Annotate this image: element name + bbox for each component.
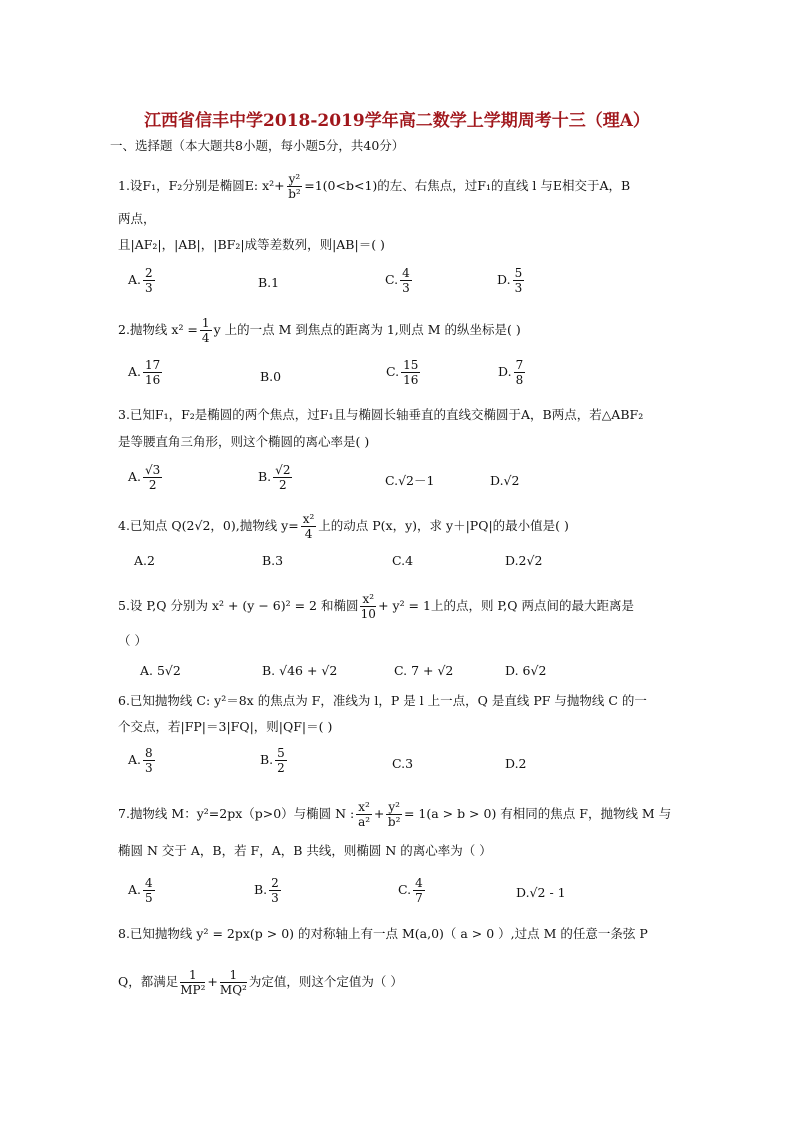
question-6-line-1: 6.已知抛物线 C: y²＝8x 的焦点为 F，准线为 l，P 是 l 上一点，Q 是直线 PF 与抛物线 C 的一 — [118, 693, 647, 708]
question-5-line-1: 5.设 P,Q 分别为 x² + (y − 6)² = 2 和椭圆 $\frac{\text{x²}}{10}$ + y² = 1上的点，则 P,Q 两点间的最大距离是 — [118, 592, 635, 621]
question-1-line-3: 且|AF₂|，|AB|，|BF₂|成等差数列，则|AB|＝( ) — [118, 237, 385, 252]
question-4: 4.已知点 Q(2√2，0),抛物线 y= $\frac{\text{x²}}{4}$ 上的动点 P(x，y)，求 y＋|PQ|的最小值是( ) — [118, 512, 569, 541]
option-a: A. 5√2 — [140, 663, 181, 678]
question-8-line-1: 8.已知抛物线 y² = 2px(p > 0) 的对称轴上有一点 M(a,0)（ a > 0 ）,过点 M 的任意一条弦 P — [118, 926, 648, 941]
option-b: B.1 — [258, 275, 280, 290]
option-d: D. $\frac{5}{3}$ — [497, 266, 523, 295]
option-c: C.√2－1 — [385, 473, 435, 488]
fraction: $\frac{\text{x²}}{4}$ — [302, 512, 315, 541]
option-d: D. 6√2 — [505, 663, 547, 678]
fraction: $\frac{1}{4}$ — [201, 316, 210, 345]
option-a: A.2 — [134, 553, 155, 568]
question-7-line-1: 7.抛物线 M：y²=2px（p>0）与椭圆 N : $\frac{\text{x²}}{\text{a²}}$ + $\frac{\text{y²}}{\text{b²}}$ = 1(a > b > 0) 有相同的焦点 F，抛物线 M 与 — [118, 800, 672, 829]
option-a: A. $\frac{8}{3}$ — [128, 746, 153, 775]
question-5-line-2: （ ） — [118, 633, 147, 648]
option-b: B. $\frac{5}{2}$ — [260, 746, 285, 775]
question-1-line-1: 1.设F₁，F₂分别是椭圆E: x²+ $\frac{\text{y²}}{\text{b²}}$ =1(0<b<1)的左、右焦点，过F₁的直线 l 与E相交于A，B — [118, 172, 631, 201]
option-b: B. $\frac{2}{3}$ — [254, 876, 279, 905]
question-1-line-2: 两点， — [118, 211, 156, 226]
option-c: C.3 — [392, 756, 414, 771]
option-a: A. $\frac{4}{5}$ — [128, 876, 153, 905]
option-a: A. $\frac{17}{16}$ — [128, 358, 161, 387]
question-8-line-2: Q，都满足 $\frac{1}{\text{MP²}}$ + $\frac{1}{\text{MQ²}}$ 为定值，则这个定值为（ ） — [118, 968, 403, 997]
option-c: C. $\frac{4}{3}$ — [385, 266, 410, 295]
question-7-line-2: 椭圆 N 交于 A，B，若 F，A，B 共线，则椭圆 N 的离心率为（ ） — [118, 843, 492, 858]
fraction: $\frac{\text{y²}}{\text{b²}}$ — [288, 172, 301, 201]
option-d: D. $\frac{7}{8}$ — [498, 358, 524, 387]
fraction: $\frac{1}{\text{MP²}}$ — [180, 968, 206, 997]
option-b: B. $\frac{√2}{2}$ — [258, 463, 291, 492]
option-d: D.2 — [505, 756, 527, 771]
option-c: C. $\frac{15}{16}$ — [386, 358, 419, 387]
option-b: B.0 — [260, 369, 282, 384]
fraction: $\frac{\text{y²}}{\text{b²}}$ — [387, 800, 401, 829]
question-6-line-2: 个交点，若|FP|＝3|FQ|，则|QF|＝( ) — [118, 719, 333, 734]
fraction: $\frac{\text{x²}}{\text{a²}}$ — [358, 800, 371, 829]
option-b: B. √46 + √2 — [262, 663, 338, 678]
option-a: A. $\frac{√3}{2}$ — [128, 463, 161, 492]
option-d: D.2√2 — [505, 553, 543, 568]
option-d: D.√2 — [490, 473, 520, 488]
option-d: D.√2 - 1 — [516, 885, 566, 900]
option-c: C. $\frac{4}{7}$ — [398, 876, 423, 905]
question-3-line-1: 3.已知F₁，F₂是椭圆的两个焦点，过F₁且与椭圆长轴垂直的直线交椭圆于A，B两点，若△ABF₂ — [118, 407, 644, 422]
exam-title: 江西省信丰中学2018-2019学年高二数学上学期周考十三（理A） — [144, 111, 650, 131]
question-3-line-2: 是等腰直角三角形，则这个椭圆的离心率是( ) — [118, 434, 370, 449]
fraction: $\frac{\text{x²}}{10}$ — [360, 592, 376, 621]
question-2: 2.抛物线 x² = $\frac{1}{4}$ y 上的一点 M 到焦点的距离为 1,则点 M 的纵坐标是( ) — [118, 316, 521, 345]
fraction: $\frac{1}{\text{MQ²}}$ — [219, 968, 247, 997]
option-c: C.4 — [392, 553, 414, 568]
option-b: B.3 — [262, 553, 284, 568]
option-a: A. $\frac{2}{3}$ — [128, 266, 153, 295]
option-c: C. 7 + √2 — [394, 663, 454, 678]
section-heading: 一、选择题（本大题共8小题，每小题5分，共40分） — [110, 138, 405, 153]
